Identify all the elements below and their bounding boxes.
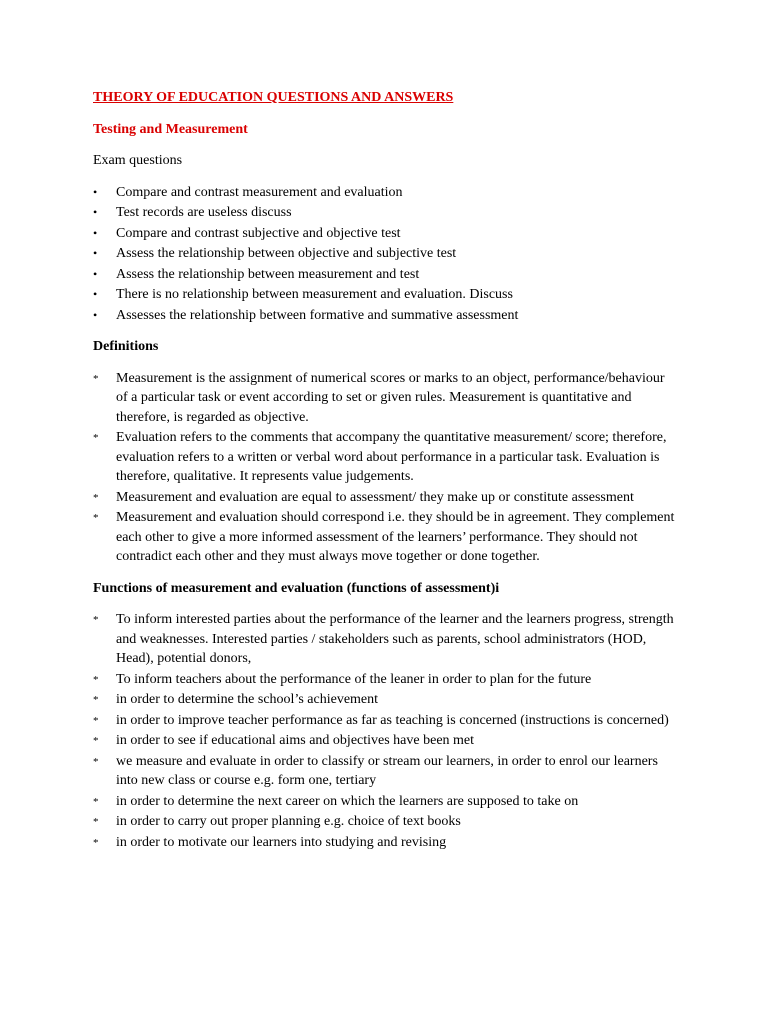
function-item-text: in order to determine the school’s achievement <box>116 692 379 707</box>
exam-question-item-text: There is no relationship between measurement and evaluation. Discuss <box>116 287 513 302</box>
exam-question-item-text: Assess the relationship between measurement and test <box>116 266 420 282</box>
functions-heading: Functions of measurement and evaluation (functions of assessment)i <box>93 580 500 596</box>
exam-question-item-text: Compare and contrast measurement and evaluation <box>116 184 403 200</box>
exam-question-item <box>93 306 678 326</box>
exam-question-item <box>93 224 678 244</box>
bullet-icon: • <box>93 225 98 240</box>
exam-question-item <box>93 203 678 223</box>
bullet-icon: * <box>93 432 99 444</box>
definition-item <box>93 369 678 428</box>
definitions-heading: Definitions <box>93 339 159 354</box>
exam-questions-label: Exam questions <box>93 153 183 168</box>
definition-item <box>93 488 678 508</box>
section-subtitle: Testing and Measurement <box>93 121 248 137</box>
function-item <box>93 731 678 751</box>
bullet-icon: * <box>93 673 99 686</box>
bullet-icon: • <box>93 266 98 281</box>
exam-question-item <box>93 265 678 285</box>
bullet-icon: • <box>93 307 98 322</box>
document-title: THEORY OF EDUCATION QUESTIONS AND ANSWERS <box>93 90 454 105</box>
bullet-icon: • <box>93 287 98 301</box>
function-item <box>93 610 678 669</box>
bullet-icon: * <box>93 694 99 706</box>
function-item <box>93 833 678 853</box>
exam-question-item-text: Compare and contrast subjective and objective test <box>116 225 401 241</box>
exam-question-item-text: Assesses the relationship between formative and summative assessment <box>116 307 519 323</box>
definitions-list <box>93 369 678 567</box>
exam-question-item <box>93 183 678 203</box>
exam-question-item-text: Test records are useless discuss <box>116 205 292 220</box>
exam-question-item <box>93 285 678 305</box>
function-item <box>93 690 678 710</box>
bullet-icon: * <box>93 755 99 768</box>
function-item <box>93 812 678 832</box>
bullet-icon: * <box>93 614 99 626</box>
bullet-icon: * <box>93 836 99 849</box>
bullet-icon: * <box>93 372 99 385</box>
function-item-text: in order to motivate our learners into studying and revising <box>116 834 447 850</box>
function-item <box>93 752 678 791</box>
definition-item-text: Measurement and evaluation are equal to assessment/ they make up or constitute assessment <box>116 489 634 505</box>
function-item-text: To inform interested parties about the performance of the learner and the learners progress, strength and weaknesses. Interested parties / stakeholders such as parents, school administrators (HOD, Head), potential donors, <box>116 612 674 666</box>
bullet-icon: • <box>93 205 98 219</box>
definition-item-text: Evaluation refers to the comments that accompany the quantitative measurement/ score; therefore, evaluation refers to a written or verbal word about performance in a particular task. Evaluation is therefore, qualitative. It represents value judgements. <box>116 430 667 484</box>
function-item-text: in order to see if educational aims and objectives have been met <box>116 733 475 748</box>
definition-item <box>93 508 678 567</box>
exam-question-item-text: Assess the relationship between objective and subjective test <box>116 246 457 261</box>
bullet-icon: * <box>93 491 99 504</box>
definition-item <box>93 428 678 487</box>
bullet-icon: * <box>93 795 99 808</box>
bullet-icon: * <box>93 735 99 747</box>
bullet-icon: * <box>93 816 99 828</box>
function-item <box>93 711 678 731</box>
function-item-text: To inform teachers about the performance of the leaner in order to plan for the future <box>116 671 592 687</box>
function-item <box>93 670 678 690</box>
bullet-icon: * <box>93 512 99 524</box>
function-item <box>93 792 678 812</box>
exam-questions-list <box>93 183 678 326</box>
function-item-text: in order to carry out proper planning e.g. choice of text books <box>116 814 461 829</box>
bullet-icon: • <box>93 184 98 199</box>
definition-item-text: Measurement and evaluation should correspond i.e. they should be in agreement. They complement each other to give a more informed assessment of the learners’ performance. They should not contradict each other and they must always move together or done together. <box>116 510 675 564</box>
function-item-text: in order to determine the next career on which the learners are supposed to take on <box>116 793 579 809</box>
function-item-text: in order to improve teacher performance as far as teaching is concerned (instructions is concerned) <box>116 712 669 728</box>
function-item-text: we measure and evaluate in order to classify or stream our learners, in order to enrol our learners into new class or course e.g. form one, tertiary <box>116 753 658 788</box>
exam-question-item <box>93 244 678 264</box>
definition-item-text: Measurement is the assignment of numerical scores or marks to an object, performance/behaviour of a particular task or event according to set or given rules. Measurement is quantitative and therefore, is regarded as objective. <box>116 370 665 425</box>
functions-list <box>93 610 678 852</box>
bullet-icon: • <box>93 246 98 260</box>
bullet-icon: * <box>93 714 99 727</box>
